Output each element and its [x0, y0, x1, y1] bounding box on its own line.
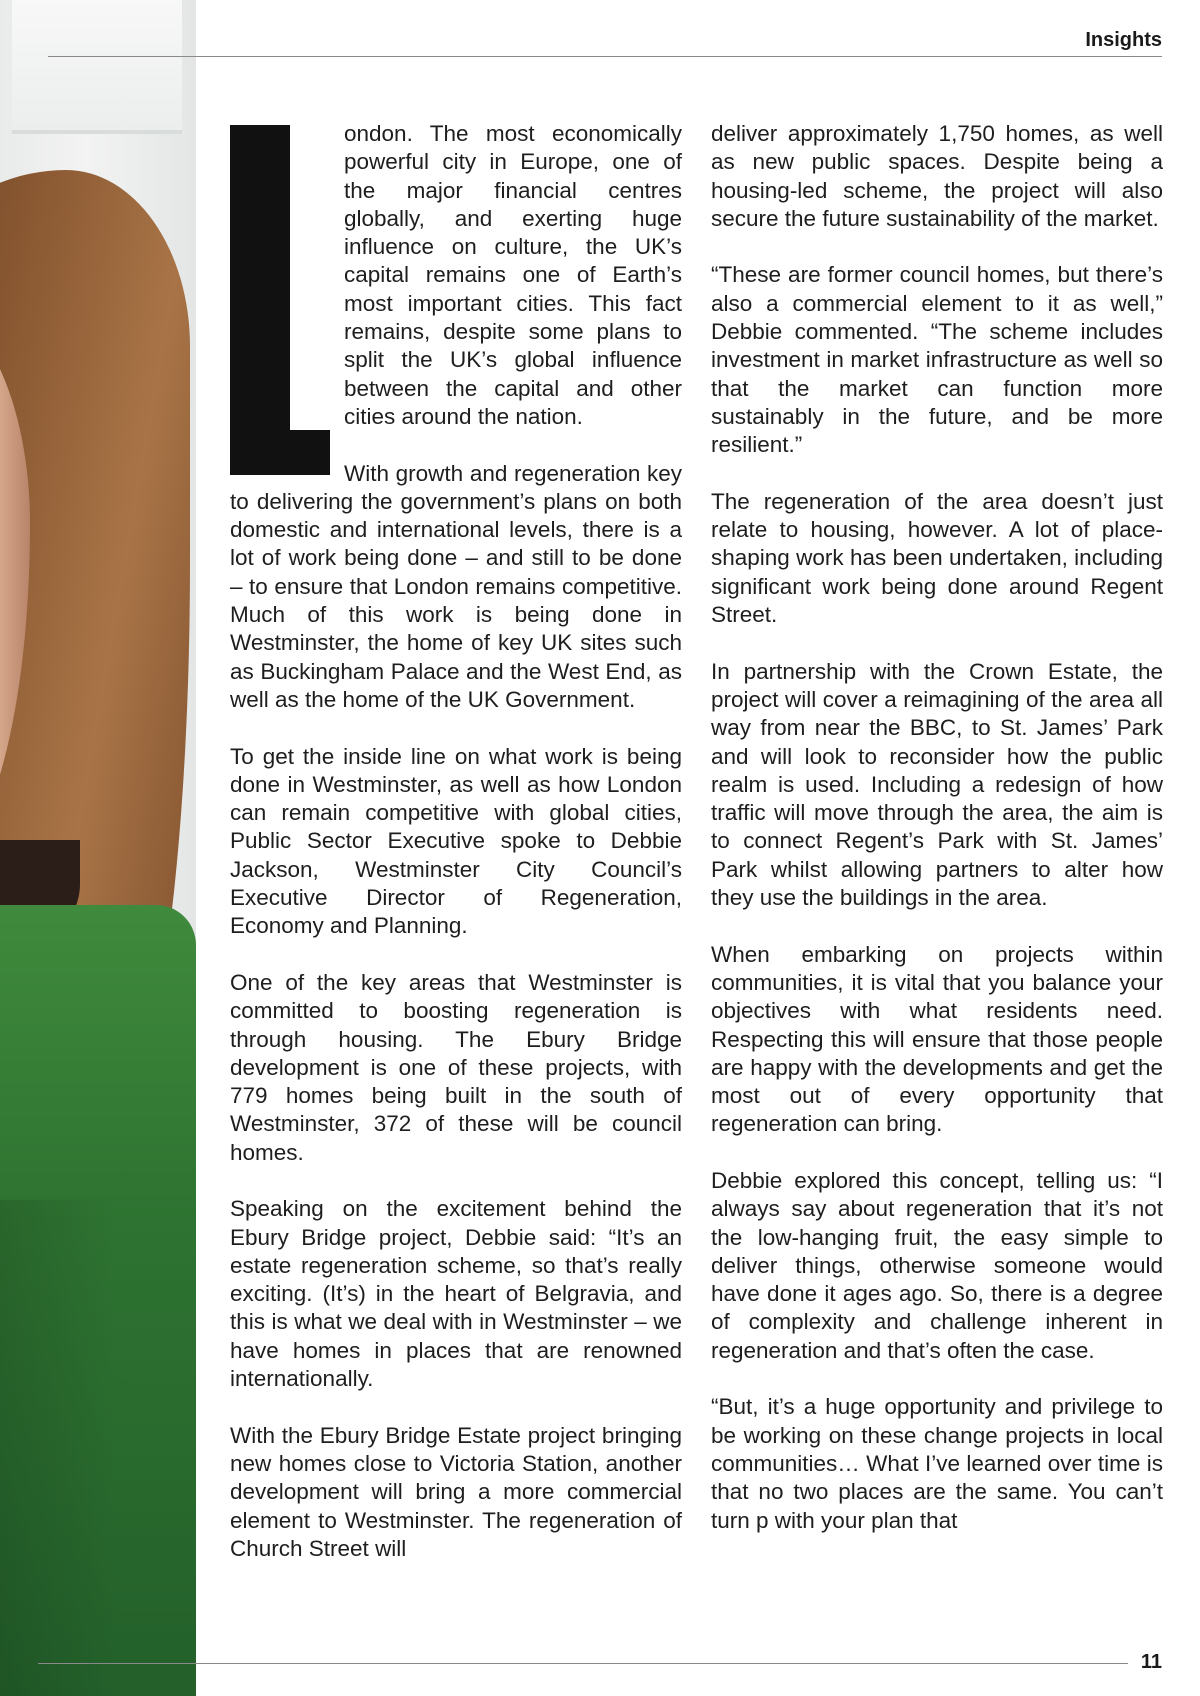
photo-shade [0, 1200, 196, 1696]
article-column-right [711, 120, 1163, 1563]
paragraph: deliver approximately 1,750 homes, as well as new public spaces. Despite being a housing-led scheme, the project will also secure the future sustainability of the market. [711, 121, 1163, 231]
page-number: 11 [1140, 1651, 1162, 1673]
paragraph: “But, it’s a huge opportunity and privilege to be working on these change projects in local communities… What I’ve learned over time is that no two places are the same. You can’t turn p with your plan that [711, 1394, 1163, 1533]
drop-cap-foot [230, 430, 330, 475]
footer-rule [38, 1663, 1128, 1664]
paragraph: ondon. The most economically powerful city in Europe, one of the major financial centres globally, and exerting huge influence on culture, the UK’s capital remains one of Earth’s most important cities. This fact remains, despite some plans to split the UK’s global influence between the capital and other cities around the nation. [344, 121, 682, 429]
paragraph: In partnership with the Crown Estate, the project will cover a reimagining of the area all way from near the BBC, to St. James’ Park and will look to reconsider how the public realm is used. Including a redesign of how traffic will move through the area, the aim is to connect Regent’s Park with St. James’ Park whilst allowing partners to alter how they use the buildings in the area. [711, 658, 1163, 911]
paragraph: Debbie explored this concept, telling us: “I always say about regeneration that it’s not the low-hanging fruit, the easy simple to deliver things, otherwise someone would have done it ages ago. So, there is a degree of complexity and challenge inherent in regeneration and that’s often the case. [711, 1167, 1163, 1363]
paragraph: “These are former council homes, but there’s also a commercial element to it as well,” Debbie commented. “The scheme includes investment in market infrastructure as well so that the market can function more sustainably in the future, and be more resilient.” [711, 262, 1163, 458]
drop-cap-stem [230, 125, 290, 475]
article-column-left [230, 120, 682, 1591]
paragraph: Speaking on the excitement behind the Ebury Bridge project, Debbie said: “It’s an estate regeneration scheme, so that’s really exciting. (It’s) in the heart of Belgravia, and this is what we deal with in Westminster – we have homes in places that are renowned internationally. [230, 1196, 682, 1392]
paragraph: One of the key areas that Westminster is committed to boosting regeneration is through housing. The Ebury Bridge development is one of these projects, with 779 homes being built in the south of Westminster, 372 of these will be council homes. [230, 969, 682, 1165]
paragraph: With the Ebury Bridge Estate project bringing new homes close to Victoria Station, another development will bring a more commercial element to Westminster. The regeneration of Church Street will [230, 1422, 682, 1561]
header-rule [48, 56, 1162, 57]
drop-cap [230, 119, 344, 476]
paragraph: The regeneration of the area doesn’t just relate to housing, however. A lot of place-shaping work has been undertaken, including significant work being done around Regent Street. [711, 488, 1163, 628]
paragraph: With growth and regeneration key to delivering the government’s plans on both domestic and international levels, there is a lot of work being done – and still to be done – to ensure that London remains competitive. Much of this work is being done in Westminster, the home of key UK sites such as Buckingham Palace and the West End, as well as the home of the UK Government. [230, 460, 682, 712]
section-label: Insights [1085, 29, 1162, 51]
paragraph: When embarking on projects within communities, it is vital that you balance your objectives with what residents need. Respecting this will ensure that those people are happy with the developments and get the most out of every opportunity that regeneration can bring. [711, 941, 1163, 1137]
portrait-photo [0, 0, 196, 1696]
photo-background-window [12, 0, 182, 134]
paragraph: To get the inside line on what work is being done in Westminster, as well as how London can remain competitive with global cities, Public Sector Executive spoke to Debbie Jackson, Westminster City Council’s Executive Director of Regeneration, Economy and Planning. [230, 743, 682, 939]
